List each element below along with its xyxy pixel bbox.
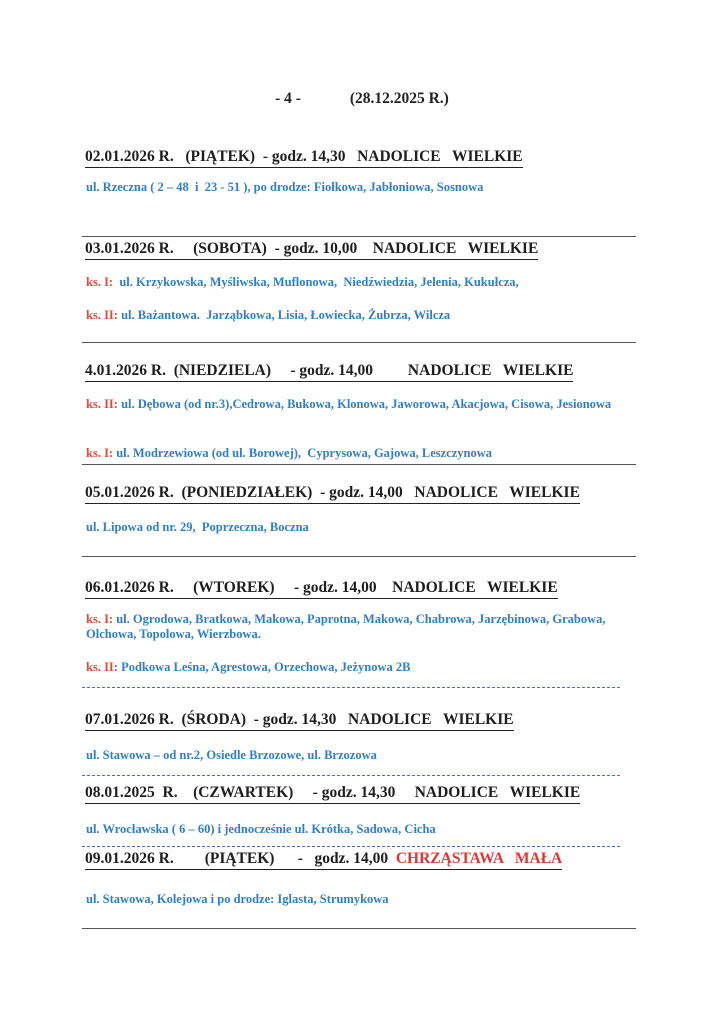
street-list [86,308,450,323]
divider [82,928,636,929]
street-list [86,892,389,907]
street-text: ul. Ogrodowa, Bratkowa, Makowa, Paprotna, Makowa, Chabrowa, Jarzębinowa, Grabowa, Olchowa, Topolowa, Wierzbowa. [86,612,606,641]
street-list [86,275,519,290]
street-list [86,612,626,642]
street-text: ul. Bażantowa. Jarząbkowa, Lisia, Łowiecka, Żubrza, Wilcza [117,308,451,322]
section-heading: 4.01.2026 R. (NIEDZIELA) - godz. 14,00 NADOLICE WIELKIE [85,362,573,382]
section-heading: 08.01.2025 R. (CZWARTEK) - godz. 14,30 NADOLICE WIELKIE [85,784,580,804]
street-list [86,397,626,412]
highlighted-location: CHRZĄSTAWA MAŁA [395,850,563,867]
parish-label: ks. I: [86,275,114,289]
street-list [86,180,483,195]
page-header [0,90,724,108]
divider [82,342,636,343]
section-heading: 07.01.2026 R. (ŚRODA) - godz. 14,30 NADOLICE WIELKIE [85,711,514,731]
section-heading [85,850,562,870]
street-list [86,520,309,535]
dashed-divider [82,775,620,776]
section-heading: 06.01.2026 R. (WTOREK) - godz. 14,00 NADOLICE WIELKIE [85,579,558,599]
street-text: ul. Modrzewiowa (od ul. Borowej), Cyprysowa, Gajowa, Leszczynowa [113,446,492,460]
parish-label: ks. I: [86,446,114,460]
street-list [86,748,377,763]
street-text: ul. Krzykowska, Myśliwska, Muflonowa, Niedźwiedzia, Jelenia, Kukułcza, [113,275,519,289]
section-heading: 05.01.2026 R. (PONIEDZIAŁEK) - godz. 14,00 NADOLICE WIELKIE [85,484,580,504]
parish-label: ks. II: [86,308,118,322]
section-heading: 02.01.2026 R. (PIĄTEK) - godz. 14,30 NADOLICE WIELKIE [85,148,523,168]
parish-label: ks. II: [86,660,118,674]
street-list [86,446,492,461]
section-heading: 03.01.2026 R. (SOBOTA) - godz. 10,00 NADOLICE WIELKIE [85,240,538,260]
parish-label: ks. II: [86,397,118,411]
section-heading-text: 09.01.2026 R. (PIĄTEK) - godz. 14,00 [85,850,396,867]
divider [82,464,636,465]
street-list [86,660,410,675]
divider [82,236,636,237]
divider [82,556,636,557]
street-text: ul. Stawowa, Kolejowa i po drodze: Iglasta, Strumykowa [86,892,389,906]
parish-label: ks. I: [86,612,114,626]
document-date: (28.12.2025 R.) [349,90,449,107]
page-number: - 4 - [275,90,301,107]
dashed-divider [82,846,620,847]
street-text: ul. Stawowa – od nr.2, Osiedle Brzozowe, ul. Brzozowa [86,748,377,762]
street-text: ul. Wrocławska ( 6 – 60) i jednocześnie ul. Krótka, Sadowa, Cicha [86,822,436,836]
dashed-divider [82,687,620,688]
street-text: ul. Dębowa (od nr.3),Cedrowa, Bukowa, Klonowa, Jaworowa, Akacjowa, Cisowa, Jesionowa [117,397,612,411]
street-list [86,822,436,837]
street-text: Podkowa Leśna, Agrestowa, Orzechowa, Jeżynowa 2B [117,660,411,674]
street-text: ul. Lipowa od nr. 29, Poprzeczna, Boczna [86,520,309,534]
street-text: ul. Rzeczna ( 2 – 48 i 23 - 51 ), po drodze: Fiołkowa, Jabłoniowa, Sosnowa [86,180,484,194]
